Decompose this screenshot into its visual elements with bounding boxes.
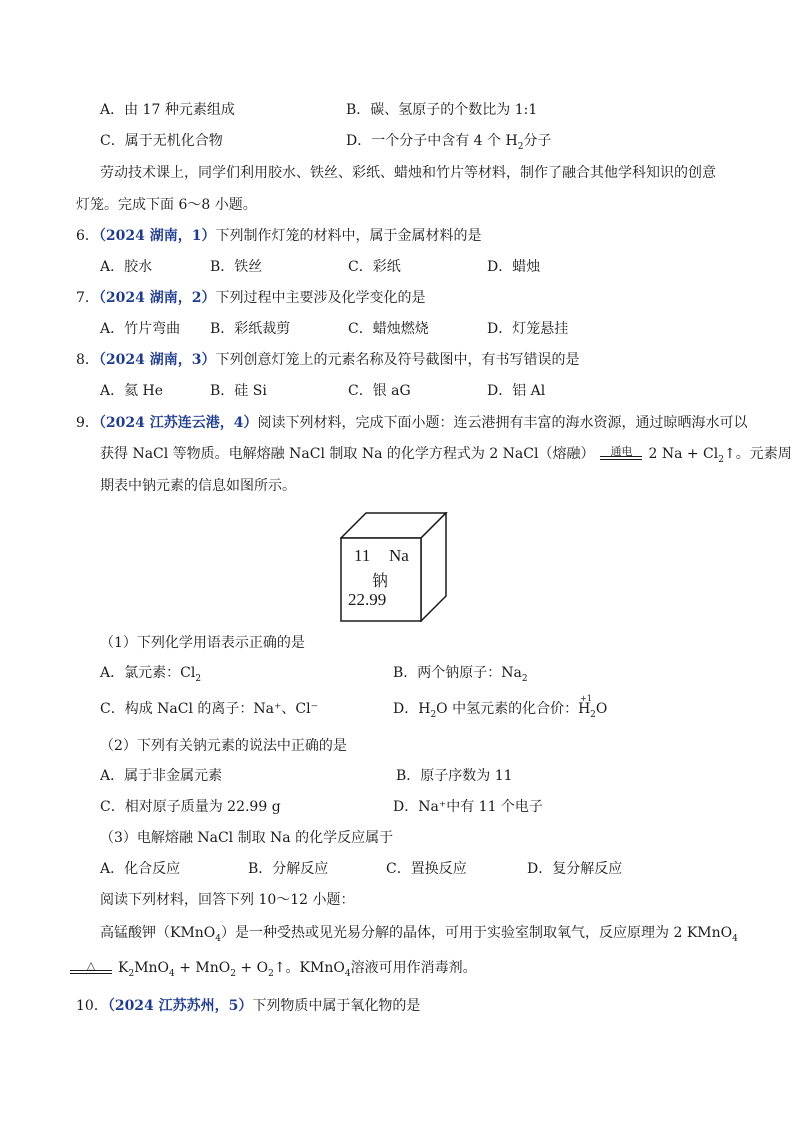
- question-9-line1: 9．（2024 江苏连云港，4）阅读下列材料，完成下面小题：连云港拥有丰富的海水资源，通过晾晒海水可以: [76, 415, 748, 431]
- q9-sub3-option-c: C．置换反应: [386, 861, 467, 877]
- question-9-source: （2024 江苏连云港，4）: [98, 415, 258, 431]
- question-7-source: （2024 湖南，2）: [98, 290, 216, 306]
- q7-option-d: D．灯笼悬挂: [487, 321, 569, 337]
- intro-6-8-line1: 劳动技术课上，同学们利用胶水、铁丝、彩纸、蜡烛和竹片等材料，制作了融合其他学科知识的创意: [100, 165, 716, 181]
- q7-option-a: A．竹片弯曲: [100, 321, 181, 337]
- q9-sub1-option-b: B．两个钠原子：$Na_2$: [393, 665, 528, 684]
- intro-10-12-line3: △ $K_2MnO_4 + MnO_2$ + $O_2↑$。KMnO$_4$溶液可用作消毒剂。: [70, 958, 477, 978]
- question-10-stem: 10．（2024 江苏苏州，5）下列物质中属于氧化物的是: [76, 998, 421, 1014]
- element-atomic-number: 11: [354, 546, 371, 565]
- q5-option-d: D．一个分子中含有 4 个 $H_2$分子: [346, 133, 552, 152]
- element-symbol: Na: [389, 546, 409, 565]
- q9-sub2-option-d: D．Na⁺中有 11 个电子: [393, 799, 543, 815]
- question-8-stem: 8．（2024 湖南，3）下列创意灯笼上的元素名称及符号截图中，有书写错误的是: [76, 352, 580, 368]
- q6-option-b: B．铁丝: [210, 259, 263, 275]
- q8-option-d: D．铝 Al: [487, 383, 546, 399]
- q5-option-b: B．碳、氢原子的个数比为 1:1: [346, 102, 538, 118]
- intro-6-8-line2: 灯笼。完成下面 6～8 小题。: [76, 197, 257, 213]
- valence-notation: +1 H: [578, 694, 592, 717]
- question-6-source: （2024 湖南，1）: [98, 228, 216, 244]
- q8-option-b: B．硅 Si: [210, 383, 267, 399]
- heating-condition-arrow: △: [70, 958, 112, 978]
- q7-option-b: B．彩纸裁剪: [210, 321, 291, 337]
- question-9-line2: 获得 NaCl 等物质。电解熔融 NaCl 制取 Na 的化学方程式为 2 NaCl（熔融） 通电 2 $Na + Cl_2↑$。元素周: [100, 445, 792, 465]
- q5-option-a: A．由 17 种元素组成: [100, 102, 235, 118]
- q9-sub1-option-c: C．构成 NaCl 的离子：Na⁺、Cl⁻: [100, 701, 318, 717]
- q9-sub2-stem: （2）下列有关钠元素的说法中正确的是: [100, 738, 347, 754]
- q9-sub2-option-a: A．属于非金属元素: [100, 768, 223, 784]
- reaction-condition-arrow: 通电: [600, 444, 642, 464]
- intro-10-12-line1: 阅读下列材料，回答下列 10～12 小题：: [100, 892, 355, 908]
- q9-sub1-option-d: D．$H_2O$ 中氢元素的化合价： +1 $H_2O$: [393, 694, 608, 720]
- q9-sub3-option-b: B．分解反应: [248, 861, 329, 877]
- q9-sub3-option-a: A．化合反应: [100, 861, 181, 877]
- question-7-stem: 7．（2024 湖南，2）下列过程中主要涉及化学变化的是: [76, 290, 426, 306]
- q6-option-a: A．胶水: [100, 259, 153, 275]
- q9-sub1-option-a: A．氯元素：$Cl_2$: [100, 665, 202, 684]
- q6-option-d: D．蜡烛: [487, 259, 541, 275]
- q7-option-c: C．蜡烛燃烧: [348, 321, 429, 337]
- q8-option-a: A．氦 He: [100, 383, 164, 399]
- q9-sub3-option-d: D．复分解反应: [527, 861, 623, 877]
- q6-option-c: C．彩纸: [348, 259, 401, 275]
- q5-option-c: C．属于无机化合物: [100, 133, 223, 149]
- question-6-stem: 6．（2024 湖南，1）下列制作灯笼的材料中，属于金属材料的是: [76, 228, 482, 244]
- q9-sub2-option-c: C．相对原子质量为 22.99 g: [100, 799, 281, 815]
- sodium-element-card: [340, 512, 450, 622]
- question-9-line3: 期表中钠元素的信息如图所示。: [100, 478, 296, 494]
- element-atomic-mass: 22.99: [348, 590, 387, 609]
- question-10-source: （2024 江苏苏州，5）: [107, 998, 253, 1014]
- element-name: 钠: [372, 573, 389, 590]
- q9-sub2-option-b: B．原子序数为 11: [396, 768, 513, 784]
- q9-sub3-stem: （3）电解熔融 NaCl 制取 Na 的化学反应属于: [100, 830, 394, 846]
- q8-option-c: C．银 aG: [348, 383, 411, 399]
- question-8-source: （2024 湖南，3）: [98, 352, 216, 368]
- intro-10-12-line2: 高锰酸钾（KMnO$_4$）是一种受热或见光易分解的晶体，可用于实验室制取氧气，反应原理为 2 KMnO$_4$: [100, 925, 738, 944]
- q9-sub1-stem: （1）下列化学用语表示正确的是: [100, 635, 305, 651]
